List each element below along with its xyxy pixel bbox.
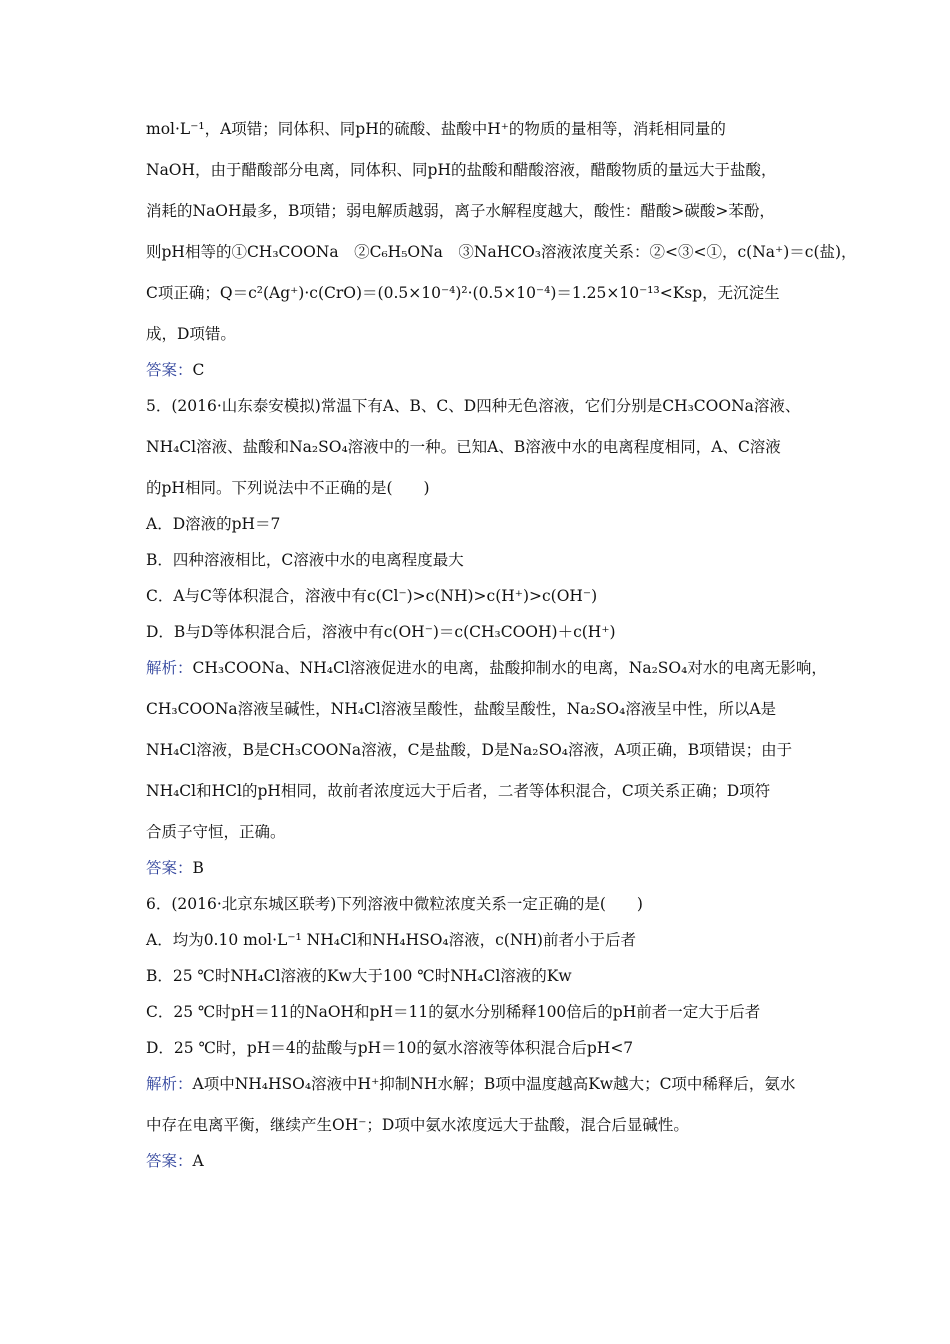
text-line	[146, 241, 857, 263]
text-line	[146, 436, 818, 458]
line-text: mol·L⁻¹，A项错；同体积、同pH的硫酸、盐酸中H⁺的物质的量相等，消耗相同量的	[146, 120, 726, 138]
answer-line	[146, 657, 827, 679]
line-text: 消耗的NaOH最多，B项错；弱电解质越弱，离子水解程度越大，酸性：醋酸>碳酸>苯酚，	[146, 202, 775, 220]
text-line	[146, 513, 818, 535]
line-text: B	[192, 859, 204, 877]
line-text: 5．(2016·山东泰安模拟)常温下有A、B、C、D四种无色溶液，它们分别是CH₃COONa溶液、	[146, 397, 801, 415]
text-line	[146, 621, 818, 643]
text-line	[146, 893, 818, 915]
text-line	[146, 965, 818, 987]
line-text: C．A与C等体积混合，溶液中有c(Cl⁻)>c(NH)>c(H⁺)>c(OH⁻)	[146, 587, 598, 605]
answer-line	[146, 857, 818, 879]
line-text: C项正确；Q＝c²(Ag⁺)·c(CrO)＝(0.5×10⁻⁴)²·(0.5×10⁻⁴)＝1.25×10⁻¹³<Ksp，无沉淀生	[146, 284, 780, 302]
line-label: 解析：	[146, 1075, 193, 1093]
text-line	[146, 739, 818, 761]
text-line	[146, 477, 818, 499]
line-label: 答案：	[146, 859, 193, 877]
line-text: CH₃COONa、NH₄Cl溶液促进水的电离，盐酸抑制水的电离，Na₂SO₄对水的电离无影响，	[192, 659, 827, 677]
line-text: B．四种溶液相比，C溶液中水的电离程度最大	[146, 551, 464, 569]
line-text: NH₄Cl溶液、盐酸和Na₂SO₄溶液中的一种。已知A、B溶液中水的电离程度相同，A、C溶液	[146, 438, 781, 456]
line-text: 合质子守恒，正确。	[146, 823, 286, 841]
text-line	[146, 395, 818, 417]
text-line	[146, 929, 818, 951]
answer-line	[146, 1073, 818, 1095]
text-line	[146, 159, 818, 181]
line-text: A．D溶液的pH＝7	[146, 515, 281, 533]
line-text: A	[192, 1152, 204, 1170]
text-line	[146, 780, 818, 802]
line-text: A．均为0.10 mol·L⁻¹ NH₄Cl和NH₄HSO₄溶液，c(NH)前者小于后者	[146, 931, 636, 949]
line-text: A项中NH₄HSO₄溶液中H⁺抑制NH水解；B项中温度越高Kw越大；C项中稀释后，氨水	[192, 1075, 796, 1093]
line-text: D．25 ℃时，pH＝4的盐酸与pH＝10的氨水溶液等体积混合后pH<7	[146, 1039, 634, 1057]
line-text: B．25 ℃时NH₄Cl溶液的Kw大于100 ℃时NH₄Cl溶液的Kw	[146, 967, 572, 985]
line-text: NaOH，由于醋酸部分电离，同体积、同pH的盐酸和醋酸溶液，醋酸物质的量远大于盐酸，	[146, 161, 777, 179]
line-label: 答案：	[146, 361, 193, 379]
line-text: 中存在电离平衡，继续产生OH⁻；D项中氨水浓度远大于盐酸，混合后显碱性。	[146, 1116, 689, 1134]
text-line	[146, 1001, 818, 1023]
line-text: 的pH相同。下列说法中不正确的是( )	[146, 479, 430, 497]
line-text: CH₃COONa溶液呈碱性，NH₄Cl溶液呈酸性，盐酸呈酸性，Na₂SO₄溶液呈中性，所以A是	[146, 700, 777, 718]
line-label: 答案：	[146, 1152, 193, 1170]
answer-line	[146, 1150, 818, 1172]
text-line	[146, 323, 818, 345]
answer-line	[146, 359, 818, 381]
text-line	[146, 118, 818, 140]
text-line	[146, 282, 818, 304]
line-text: D．B与D等体积混合后，溶液中有c(OH⁻)＝c(CH₃COOH)＋c(H⁺)	[146, 623, 616, 641]
line-text: NH₄Cl溶液，B是CH₃COONa溶液，C是盐酸，D是Na₂SO₄溶液，A项正确，B项错误；由于	[146, 741, 793, 759]
line-text: 6．(2016·北京东城区联考)下列溶液中微粒浓度关系一定正确的是( )	[146, 895, 643, 913]
line-label: 解析：	[146, 659, 193, 677]
text-line	[146, 549, 818, 571]
text-line	[146, 585, 818, 607]
line-text: NH₄Cl和HCl的pH相同，故前者浓度远大于后者，二者等体积混合，C项关系正确；D项符	[146, 782, 771, 800]
document-body	[146, 118, 857, 1186]
text-line	[146, 698, 818, 720]
text-line	[146, 821, 818, 843]
text-line	[146, 200, 818, 222]
line-text: C	[192, 361, 205, 379]
line-text: C．25 ℃时pH＝11的NaOH和pH＝11的氨水分别稀释100倍后的pH前者一定大于后者	[146, 1003, 761, 1021]
text-line	[146, 1114, 818, 1136]
line-text: 成，D项错。	[146, 325, 236, 343]
line-text: 则pH相等的①CH₃COONa ②C₆H₅ONa ③NaHCO₃溶液浓度关系：②<③<①，c(Na⁺)＝c(盐)，	[146, 243, 857, 261]
text-line	[146, 1037, 818, 1059]
